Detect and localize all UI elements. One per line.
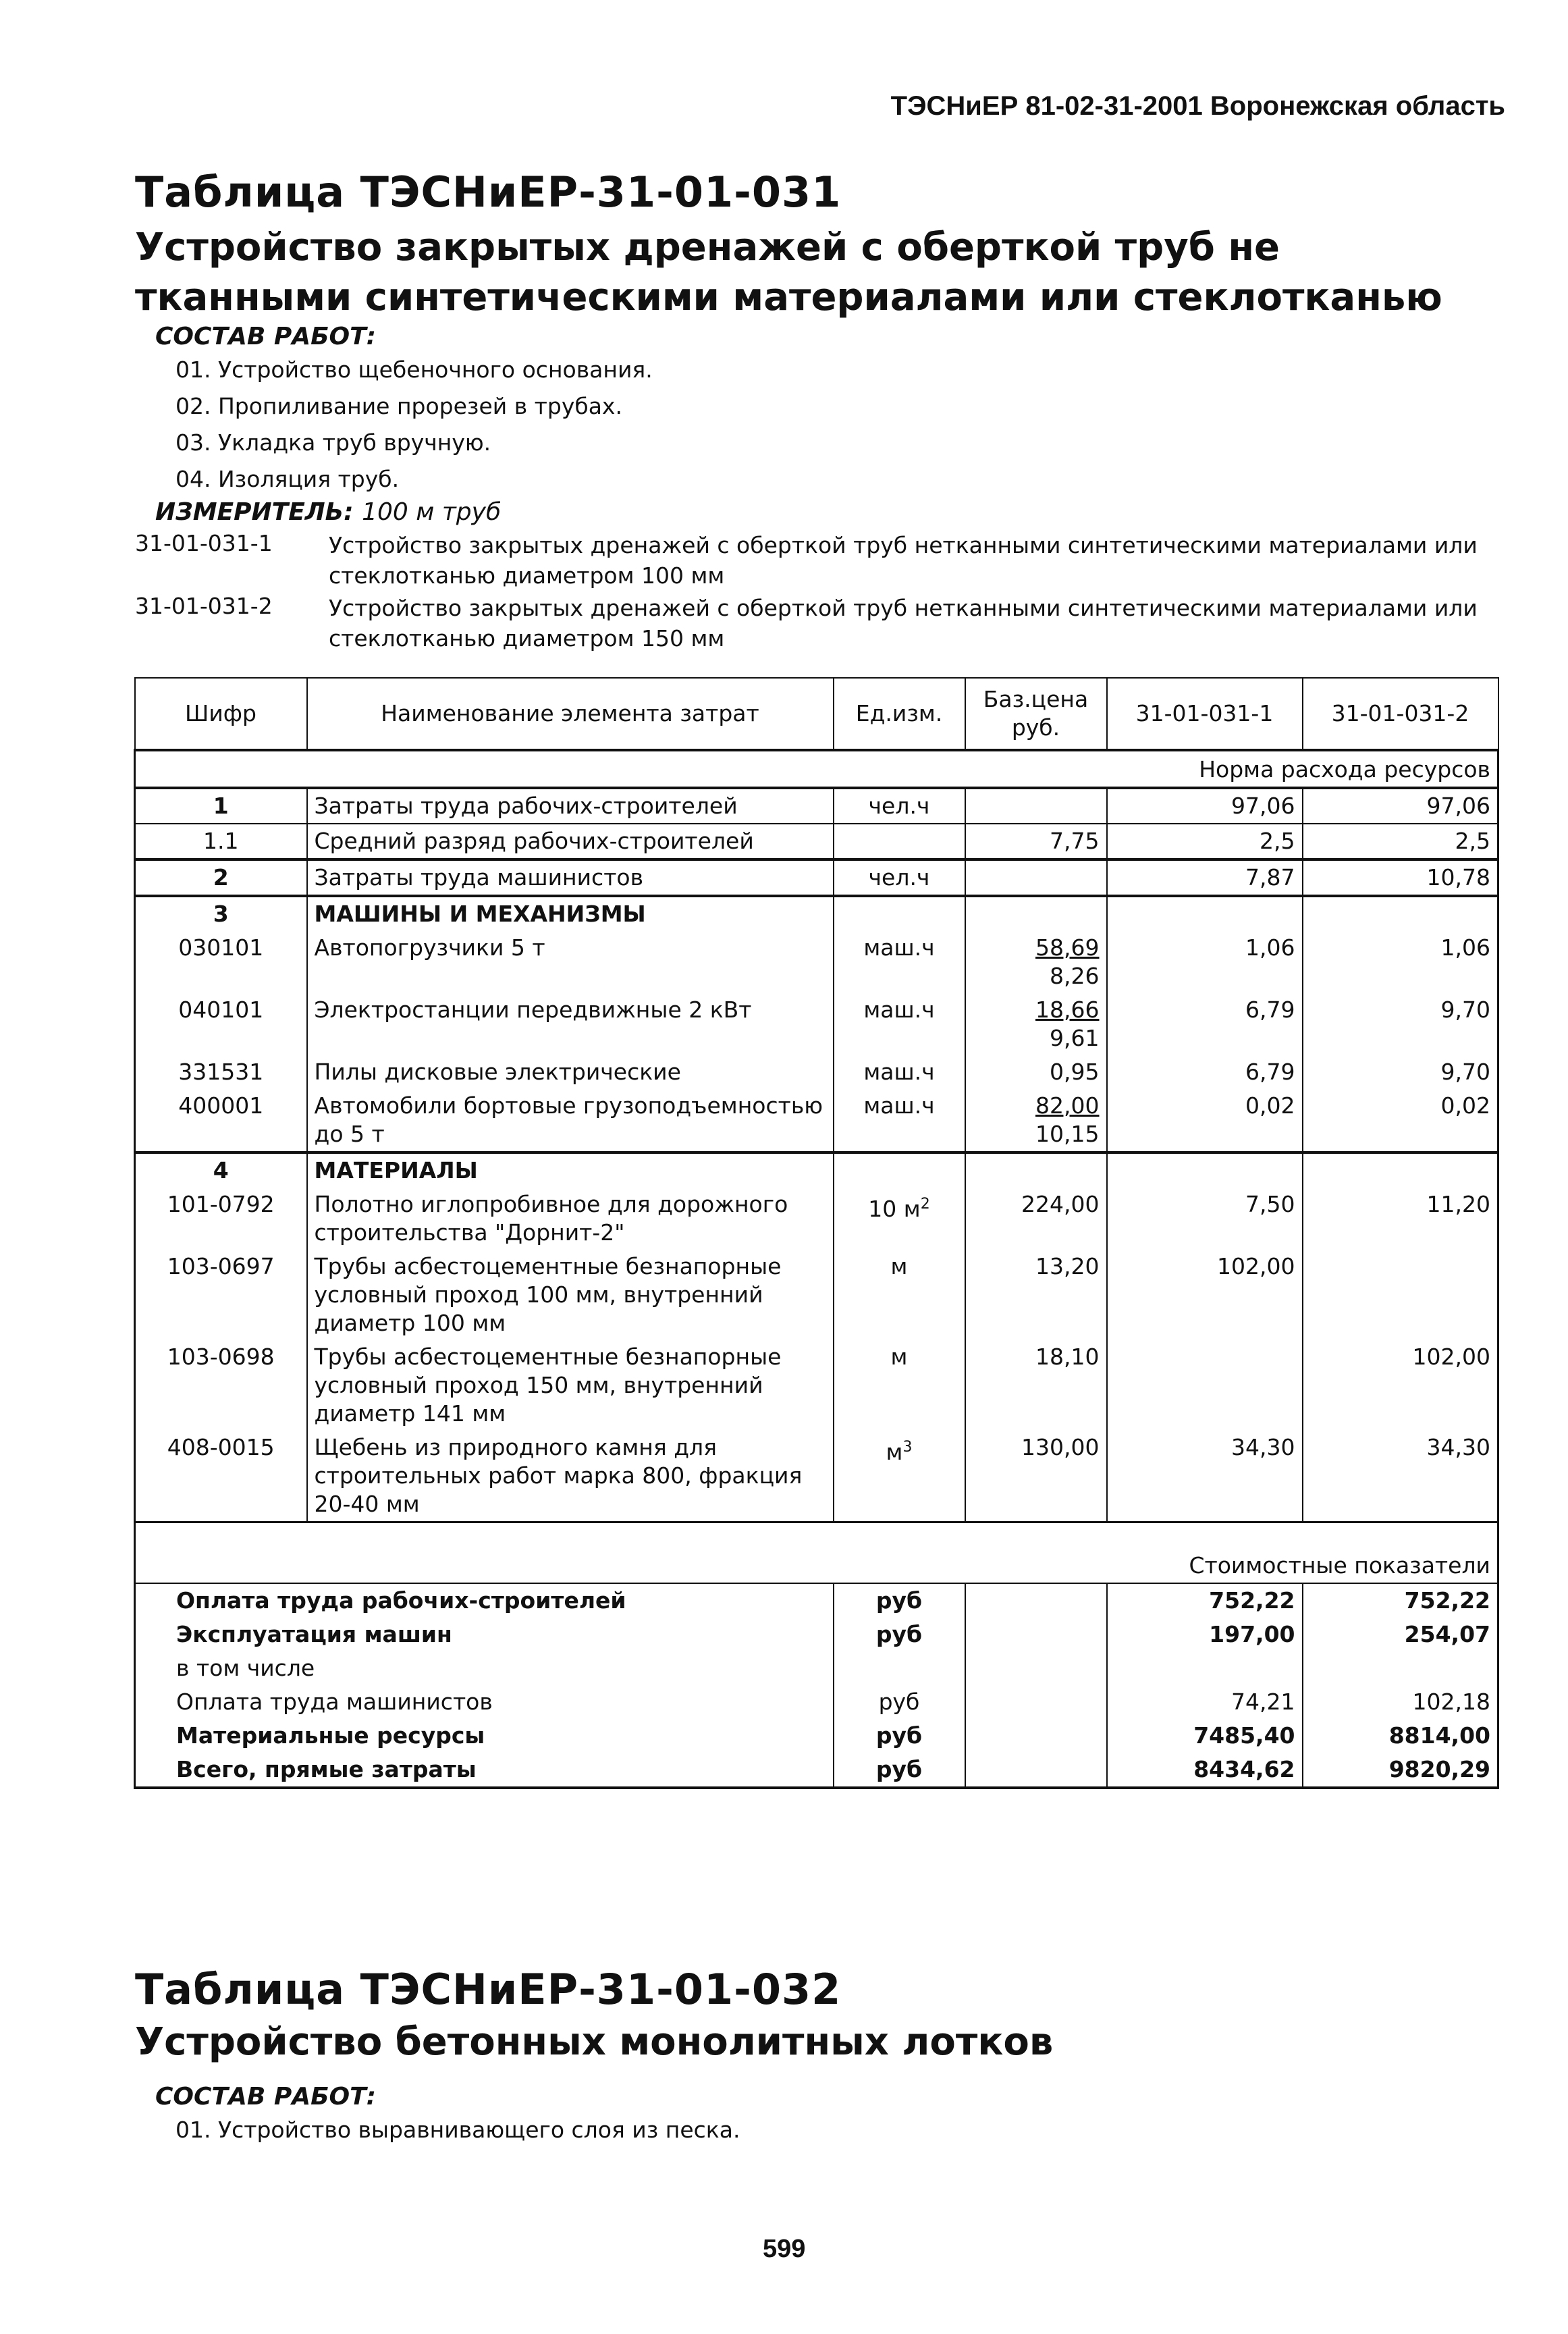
measure-block: [155, 498, 501, 526]
row-v1: 6,79: [1107, 1055, 1303, 1089]
row-price: 130,00: [965, 1431, 1107, 1522]
code-id: 31-01-031-2: [135, 593, 273, 619]
row-code: 030101: [135, 931, 307, 993]
row-name: Щебень из природного камня для строительных работ марка 800, фракция 20-40 мм: [307, 1431, 834, 1522]
header-v1: 31-01-031-1: [1107, 678, 1303, 750]
row-price: 224,00: [965, 1188, 1107, 1250]
table-row: [135, 859, 1498, 896]
row-unit: 10 $м^2$: [834, 1188, 965, 1250]
total-unit: руб: [834, 1618, 965, 1651]
row-v1: 6,79: [1107, 993, 1303, 1055]
row-v2: [1303, 1250, 1498, 1340]
row-v1: 2,5: [1107, 824, 1303, 859]
row-code: 400001: [135, 1089, 307, 1152]
row-v2: 1,06: [1303, 931, 1498, 993]
row-price: [965, 788, 1107, 824]
total-row: [135, 1753, 1498, 1788]
table-row: [135, 993, 1498, 1055]
total-v2: 752,22: [1303, 1583, 1498, 1618]
cost-label-row: [135, 1522, 1498, 1583]
total-row: [135, 1719, 1498, 1753]
row-name: МАШИНЫ И МЕХАНИЗМЫ: [307, 896, 834, 931]
row-price: 13,20: [965, 1250, 1107, 1340]
total-v2: 254,07: [1303, 1618, 1498, 1651]
row-unit: м: [834, 1340, 965, 1431]
total-unit: руб: [834, 1719, 965, 1753]
page-number: 599: [763, 2235, 806, 2263]
resource-table: [134, 677, 1499, 1789]
table-row: [135, 1055, 1498, 1089]
row-v2: 34,30: [1303, 1431, 1498, 1522]
total-row: [135, 1651, 1498, 1685]
norm-label-row: [135, 750, 1498, 788]
total-v2: 8814,00: [1303, 1719, 1498, 1753]
table-header-row: [135, 678, 1498, 750]
table-title: Таблица ТЭСНиЕР-31-01-031: [135, 167, 842, 217]
row-v1: [1107, 1340, 1303, 1431]
row-v1: 0,02: [1107, 1089, 1303, 1152]
row-unit: маш.ч: [834, 993, 965, 1055]
row-name: Затраты труда машинистов: [307, 859, 834, 896]
row-name: Автопогрузчики 5 т: [307, 931, 834, 993]
header-v2: 31-01-031-2: [1303, 678, 1498, 750]
price-base: 82,00: [1035, 1092, 1100, 1119]
row-price: 7,75: [965, 824, 1107, 859]
row-name: Автомобили бортовые грузоподъемностью до 5 т: [307, 1089, 834, 1152]
measure-value: 100 м труб: [362, 498, 502, 526]
row-code: 3: [135, 896, 307, 931]
row-v1: 1,06: [1107, 931, 1303, 993]
total-unit: руб: [834, 1685, 965, 1719]
row-unit: маш.ч: [834, 931, 965, 993]
works-label: СОСТАВ РАБОТ:: [155, 323, 377, 350]
table-row: [135, 1188, 1498, 1250]
total-v1: 197,00: [1107, 1618, 1303, 1651]
row-v2: 97,06: [1303, 788, 1498, 824]
row-unit: чел.ч: [834, 859, 965, 896]
row-name: Затраты труда рабочих-строителей: [307, 788, 834, 824]
row-code: 2: [135, 859, 307, 896]
header-name: Наименование элемента затрат: [307, 678, 834, 750]
work-item: 02. Пропиливание прорезей в трубах.: [175, 393, 622, 419]
code-text: Устройство закрытых дренажей с оберткой труб нетканными синтетическими материалами или стеклотканью диаметром 100 мм: [329, 532, 1478, 589]
total-v1: 752,22: [1107, 1583, 1303, 1618]
section-header-row: [135, 1152, 1498, 1188]
row-code: 101-0792: [135, 1188, 307, 1250]
price-labor: 10,15: [1035, 1121, 1100, 1147]
row-v1: 7,50: [1107, 1188, 1303, 1250]
total-v1: 74,21: [1107, 1685, 1303, 1719]
row-unit: $м^3$: [834, 1431, 965, 1522]
row-name: Трубы асбестоцементные безнапорные условный проход 100 мм, внутренний диаметр 100 мм: [307, 1250, 834, 1340]
row-v2: 0,02: [1303, 1089, 1498, 1152]
total-unit: руб: [834, 1753, 965, 1788]
row-v1: 34,30: [1107, 1431, 1303, 1522]
row-code: 040101: [135, 993, 307, 1055]
row-code: 4: [135, 1152, 307, 1188]
row-code: 103-0698: [135, 1340, 307, 1431]
price-labor: 9,61: [1050, 1025, 1100, 1051]
row-name: Полотно иглопробивное для дорожного строительства "Дорнит-2": [307, 1188, 834, 1250]
table-row: [135, 931, 1498, 993]
total-name: Материальные ресурсы: [135, 1719, 834, 1753]
total-v2: 9820,29: [1303, 1753, 1498, 1788]
measure-label: ИЗМЕРИТЕЛЬ:: [155, 498, 354, 526]
total-name: Оплата труда машинистов: [135, 1685, 834, 1719]
table-row: [135, 1089, 1498, 1152]
document-reference: ТЭСНиЕР 81-02-31-2001 Воронежская область: [890, 91, 1505, 121]
row-name: МАТЕРИАЛЫ: [307, 1152, 834, 1188]
table-row: [135, 1340, 1498, 1431]
row-code: 408-0015: [135, 1431, 307, 1522]
row-code: 331531: [135, 1055, 307, 1089]
total-row: [135, 1685, 1498, 1719]
row-code: 103-0697: [135, 1250, 307, 1340]
total-name: в том числе: [135, 1651, 834, 1685]
table-subtitle: Устройство бетонных монолитных лотков: [135, 2020, 1054, 2064]
row-v2: 102,00: [1303, 1340, 1498, 1431]
row-unit: чел.ч: [834, 788, 965, 824]
row-price: 0,95: [965, 1055, 1107, 1089]
cost-label: Стоимостные показатели: [135, 1522, 1498, 1583]
norm-label: Норма расхода ресурсов: [135, 750, 1498, 788]
total-name: Эксплуатация машин: [135, 1618, 834, 1651]
row-code: 1: [135, 788, 307, 824]
total-v1: 7485,40: [1107, 1719, 1303, 1753]
row-name: Электростанции передвижные 2 кВт: [307, 993, 834, 1055]
price-base: 18,66: [1035, 997, 1100, 1023]
table-row: [135, 1250, 1498, 1340]
price-labor: 8,26: [1050, 963, 1100, 989]
table-row: [135, 788, 1498, 824]
row-unit: м: [834, 1250, 965, 1340]
work-item: 04. Изоляция труб.: [175, 466, 400, 492]
header-price: Баз.цена руб.: [965, 678, 1107, 750]
total-row: [135, 1618, 1498, 1651]
header-unit: Ед.изм.: [834, 678, 965, 750]
row-v2: 9,70: [1303, 1055, 1498, 1089]
row-name: Средний разряд рабочих-строителей: [307, 824, 834, 859]
row-code: 1.1: [135, 824, 307, 859]
total-name: Всего, прямые затраты: [135, 1753, 834, 1788]
total-name: Оплата труда рабочих-строителей: [135, 1583, 834, 1618]
total-v1: 8434,62: [1107, 1753, 1303, 1788]
row-v2: 9,70: [1303, 993, 1498, 1055]
work-item: 03. Укладка труб вручную.: [175, 429, 491, 456]
header-code: Шифр: [135, 678, 307, 750]
code-text: Устройство закрытых дренажей с оберткой труб нетканными синтетическими материалами или стеклотканью диаметром 150 мм: [329, 595, 1478, 652]
row-v2: 10,78: [1303, 859, 1498, 896]
row-name: Трубы асбестоцементные безнапорные условный проход 150 мм, внутренний диаметр 141 мм: [307, 1340, 834, 1431]
row-unit: маш.ч: [834, 1089, 965, 1152]
row-unit: маш.ч: [834, 1055, 965, 1089]
row-price: [965, 859, 1107, 896]
row-price: [965, 993, 1107, 1055]
work-item: 01. Устройство выравнивающего слоя из песка.: [175, 2117, 740, 2143]
section-header-row: [135, 896, 1498, 931]
price-base: 58,69: [1035, 934, 1100, 961]
row-price: [965, 1089, 1107, 1152]
code-id: 31-01-031-1: [135, 530, 273, 556]
table-title: Таблица ТЭСНиЕР-31-01-032: [135, 1965, 842, 2014]
works-label: СОСТАВ РАБОТ:: [155, 2083, 377, 2111]
row-price: 18,10: [965, 1340, 1107, 1431]
work-item: 01. Устройство щебеночного основания.: [175, 356, 653, 383]
row-v1: 7,87: [1107, 859, 1303, 896]
total-row: [135, 1583, 1498, 1618]
row-v1: 102,00: [1107, 1250, 1303, 1340]
row-name: Пилы дисковые электрические: [307, 1055, 834, 1089]
total-unit: руб: [834, 1583, 965, 1618]
row-v1: 97,06: [1107, 788, 1303, 824]
row-unit: [834, 824, 965, 859]
row-v2: 11,20: [1303, 1188, 1498, 1250]
table-row: [135, 824, 1498, 859]
code-description: [135, 530, 1492, 594]
table-subtitle: Устройство закрытых дренажей с оберткой труб не тканными синтетическими материалами или стеклотканью: [135, 226, 1442, 319]
total-v2: 102,18: [1303, 1685, 1498, 1719]
table-row: [135, 1431, 1498, 1522]
row-v2: 2,5: [1303, 824, 1498, 859]
code-description: [135, 593, 1492, 657]
row-price: [965, 931, 1107, 993]
